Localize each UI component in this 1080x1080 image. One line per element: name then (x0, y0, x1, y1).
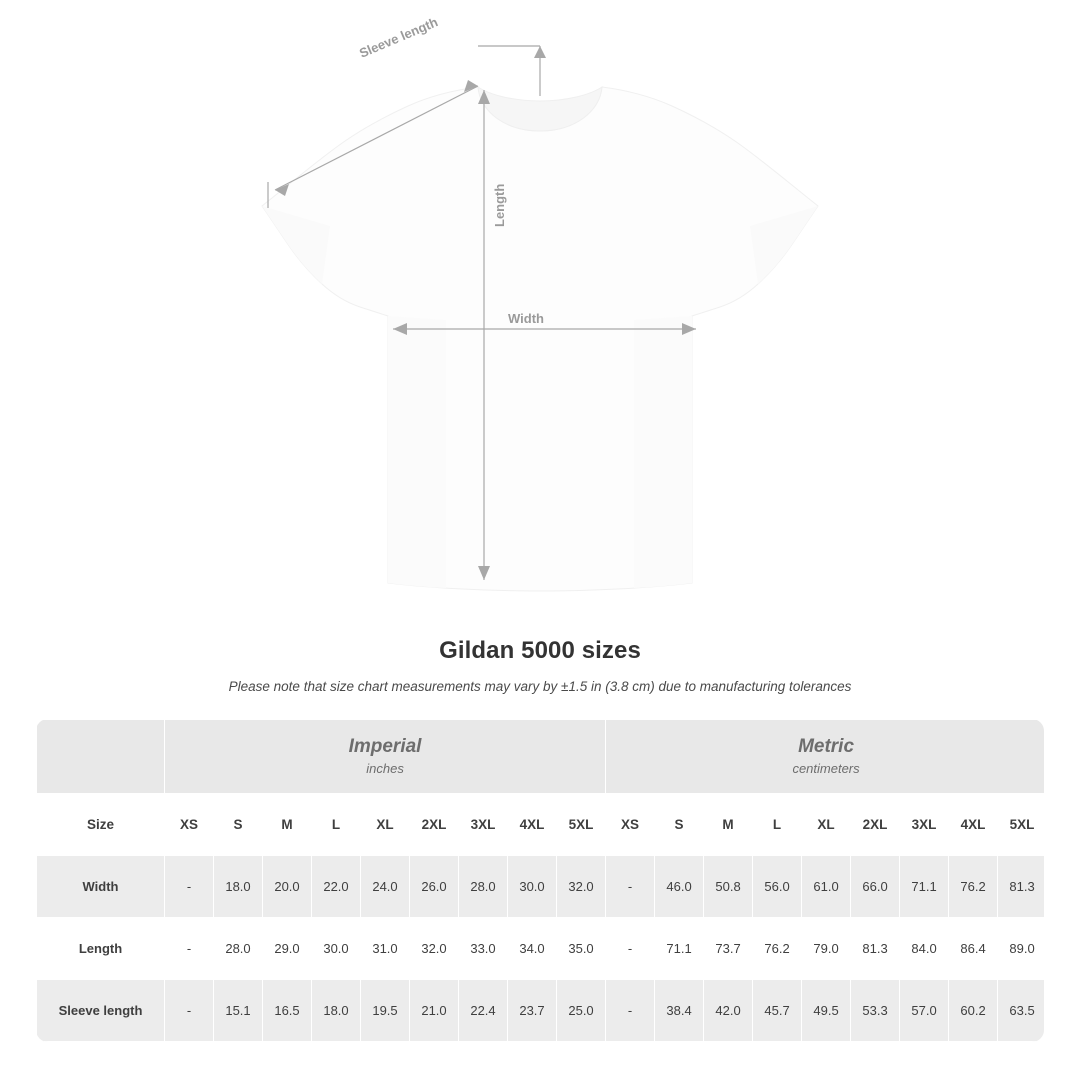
cell-sleeve-imperial-4xl: 23.7 (508, 980, 557, 1042)
table-row (37, 856, 1045, 918)
header-metric-2xl: 2XL (851, 794, 900, 856)
cell-length-metric-5xl: 89.0 (998, 918, 1044, 980)
table-row (37, 980, 1045, 1042)
header-imperial-3xl: 3XL (459, 794, 508, 856)
sleeve-length-label: Sleeve length (357, 14, 441, 61)
unit-system-imperial: Imperial (348, 735, 422, 757)
size-table-wrapper (36, 719, 1044, 1042)
cell-sleeve-metric-2xl: 53.3 (851, 980, 900, 1042)
header-metric-l: L (753, 794, 802, 856)
header-imperial-2xl: 2XL (410, 794, 459, 856)
cell-sleeve-metric-m: 42.0 (704, 980, 753, 1042)
cell-width-metric-s: 46.0 (655, 856, 704, 918)
cell-length-imperial-s: 28.0 (214, 918, 263, 980)
cell-sleeve-imperial-m: 16.5 (263, 980, 312, 1042)
cell-width-metric-5xl: 81.3 (998, 856, 1044, 918)
cell-sleeve-imperial-3xl: 22.4 (459, 980, 508, 1042)
tolerance-note: Please note that size chart measurements may vary by ±1.5 in (3.8 cm) due to manufacturing tolerances (228, 679, 852, 694)
cell-sleeve-metric-s: 38.4 (655, 980, 704, 1042)
cell-width-metric-xs: - (606, 856, 655, 918)
cell-sleeve-metric-xs: - (606, 980, 655, 1042)
cell-width-metric-xl: 61.0 (802, 856, 851, 918)
cell-width-metric-l: 56.0 (753, 856, 802, 918)
header-metric-4xl: 4XL (949, 794, 998, 856)
unit-header-row (37, 720, 1045, 794)
cell-width-imperial-5xl: 32.0 (557, 856, 606, 918)
header-metric-m: M (704, 794, 753, 856)
cell-sleeve-metric-4xl: 60.2 (949, 980, 998, 1042)
table-row (37, 918, 1045, 980)
header-imperial-m: M (263, 794, 312, 856)
header-imperial-s: S (214, 794, 263, 856)
cell-length-metric-m: 73.7 (704, 918, 753, 980)
cell-length-imperial-m: 29.0 (263, 918, 312, 980)
unit-header-imperial (165, 720, 606, 794)
cell-width-imperial-xs: - (165, 856, 214, 918)
cell-sleeve-imperial-5xl: 25.0 (557, 980, 606, 1042)
header-imperial-xl: XL (361, 794, 410, 856)
cell-sleeve-imperial-xs: - (165, 980, 214, 1042)
row-label-length: Length (37, 918, 165, 980)
cell-sleeve-imperial-xl: 19.5 (361, 980, 410, 1042)
cell-length-imperial-4xl: 34.0 (508, 918, 557, 980)
cell-width-metric-3xl: 71.1 (900, 856, 949, 918)
cell-width-imperial-l: 22.0 (312, 856, 361, 918)
cell-length-imperial-xl: 31.0 (361, 918, 410, 980)
cell-sleeve-imperial-l: 18.0 (312, 980, 361, 1042)
cell-width-metric-m: 50.8 (704, 856, 753, 918)
row-label-width: Width (37, 856, 165, 918)
tshirt-shape (262, 87, 818, 591)
header-imperial-l: L (312, 794, 361, 856)
header-metric-3xl: 3XL (900, 794, 949, 856)
cell-length-imperial-3xl: 33.0 (459, 918, 508, 980)
cell-length-metric-l: 76.2 (753, 918, 802, 980)
cell-length-metric-xs: - (606, 918, 655, 980)
cell-sleeve-imperial-s: 15.1 (214, 980, 263, 1042)
cell-width-imperial-m: 20.0 (263, 856, 312, 918)
header-metric-xl: XL (802, 794, 851, 856)
cell-width-imperial-s: 18.0 (214, 856, 263, 918)
header-size: Size (37, 794, 165, 856)
page-title: Gildan 5000 sizes (439, 637, 641, 664)
cell-width-metric-2xl: 66.0 (851, 856, 900, 918)
header-metric-5xl: 5XL (998, 794, 1044, 856)
cell-sleeve-metric-l: 45.7 (753, 980, 802, 1042)
cell-sleeve-metric-3xl: 57.0 (900, 980, 949, 1042)
unit-name-imperial: inches (366, 760, 404, 776)
cell-length-metric-3xl: 84.0 (900, 918, 949, 980)
cell-sleeve-imperial-2xl: 21.0 (410, 980, 459, 1042)
cell-length-metric-2xl: 81.3 (851, 918, 900, 980)
header-imperial-xs: XS (165, 794, 214, 856)
length-label: Length (492, 183, 507, 227)
size-table (36, 719, 1044, 1042)
header-metric-s: S (655, 794, 704, 856)
cell-width-imperial-4xl: 30.0 (508, 856, 557, 918)
header-imperial-4xl: 4XL (508, 794, 557, 856)
unit-name-metric: centimeters (792, 760, 860, 776)
cell-length-metric-4xl: 86.4 (949, 918, 998, 980)
cell-length-metric-s: 71.1 (655, 918, 704, 980)
cell-width-imperial-3xl: 28.0 (459, 856, 508, 918)
cell-length-metric-xl: 79.0 (802, 918, 851, 980)
size-header-row (37, 794, 1045, 856)
unit-header-metric (606, 720, 1044, 794)
unit-system-metric: Metric (798, 735, 855, 757)
cell-length-imperial-l: 30.0 (312, 918, 361, 980)
width-label: Width (508, 311, 544, 326)
cell-width-imperial-2xl: 26.0 (410, 856, 459, 918)
cell-width-imperial-xl: 24.0 (361, 856, 410, 918)
cell-length-imperial-xs: - (165, 918, 214, 980)
header-metric-xs: XS (606, 794, 655, 856)
cell-sleeve-metric-xl: 49.5 (802, 980, 851, 1042)
unit-header-corner (37, 720, 165, 794)
cell-length-imperial-2xl: 32.0 (410, 918, 459, 980)
cell-length-imperial-5xl: 35.0 (557, 918, 606, 980)
row-label-sleeve-length: Sleeve length (37, 980, 165, 1042)
cell-sleeve-metric-5xl: 63.5 (998, 980, 1044, 1042)
header-imperial-5xl: 5XL (557, 794, 606, 856)
cell-width-metric-4xl: 76.2 (949, 856, 998, 918)
